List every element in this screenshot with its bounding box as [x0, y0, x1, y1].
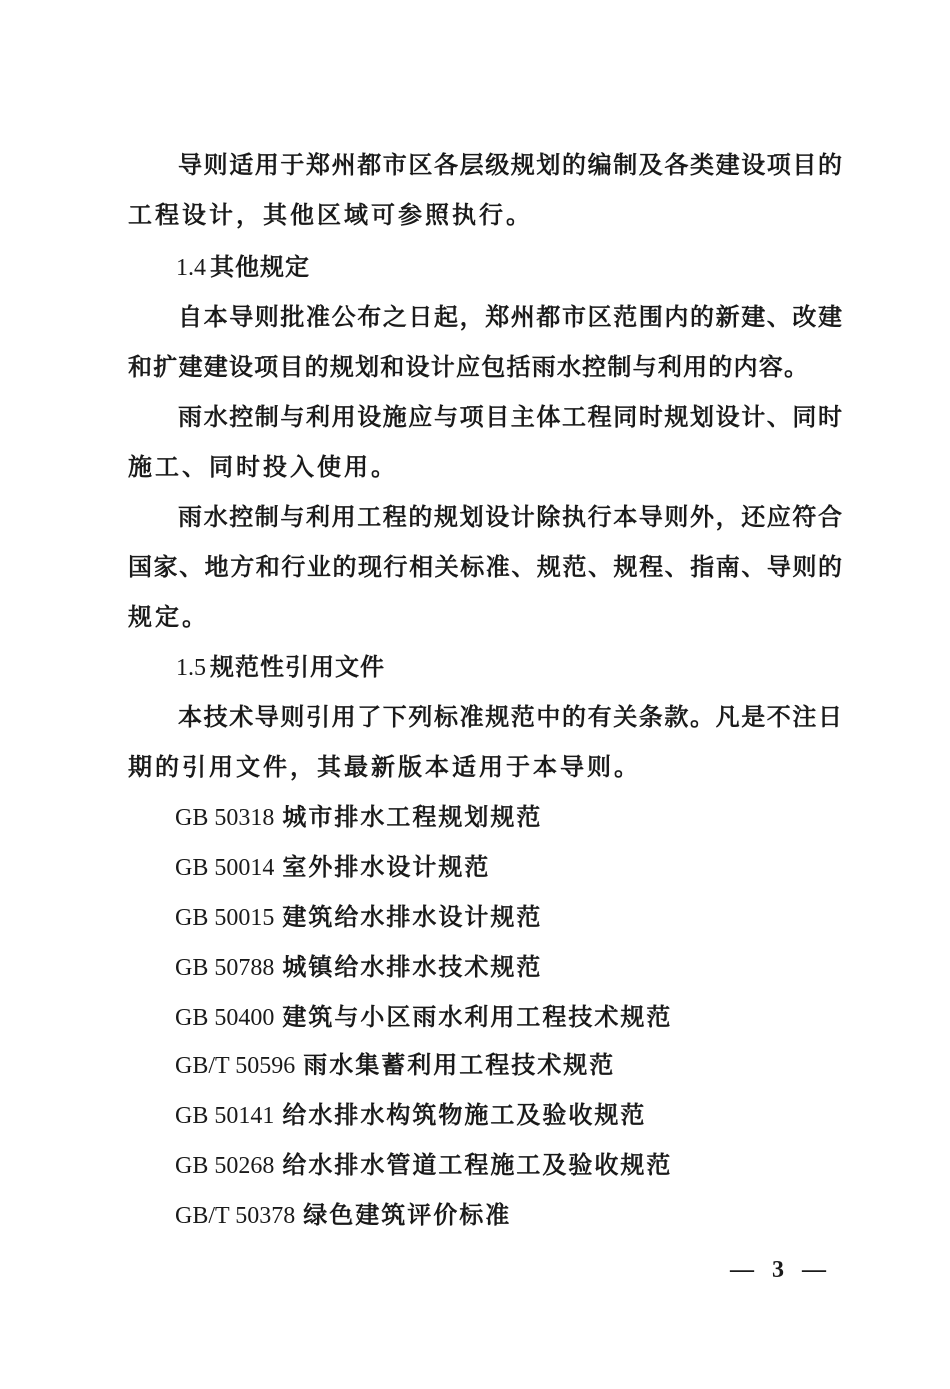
reference-code: GB 50788	[175, 955, 275, 981]
page-number: — 3 —	[730, 1257, 832, 1283]
section-heading-1-4	[176, 252, 310, 283]
reference-name: 给水排水管道工程施工及验收规范	[282, 1150, 673, 1179]
paragraph-line: 规定。	[128, 602, 209, 631]
section-heading-1-5	[176, 652, 385, 683]
paragraph-line: 自本导则批准公布之日起，郑州都市区范围内的新建、改建	[178, 302, 842, 331]
paragraph-line: 国家、地方和行业的现行相关标准、规范、规程、指南、导则的	[128, 552, 842, 581]
reference-code: GB/T 50596	[175, 1053, 296, 1079]
paragraph-line: 导则适用于郑州都市区各层级规划的编制及各类建设项目的	[178, 150, 842, 179]
reference-name: 城市排水工程规划规范	[282, 802, 543, 831]
paragraph-line: 雨水控制与利用工程的规划设计除执行本导则外，还应符合	[178, 502, 842, 531]
reference-item	[175, 852, 490, 883]
reference-code: GB 50014	[175, 855, 275, 881]
section-title: 其他规定	[210, 252, 310, 281]
paragraph-line: 和扩建建设项目的规划和设计应包括雨水控制与利用的内容。	[128, 352, 808, 381]
reference-name: 城镇给水排水技术规范	[282, 952, 543, 981]
reference-code: GB 50015	[175, 905, 275, 931]
reference-code: GB 50141	[175, 1103, 275, 1129]
section-number: 1.5	[176, 655, 206, 681]
reference-item	[175, 1100, 646, 1131]
reference-name: 室外排水设计规范	[282, 852, 491, 881]
reference-item	[175, 1002, 672, 1033]
reference-name: 绿色建筑评价标准	[303, 1200, 512, 1229]
reference-item	[175, 1150, 672, 1181]
reference-code: GB 50268	[175, 1153, 275, 1179]
reference-code: GB/T 50378	[175, 1203, 296, 1229]
reference-item	[175, 952, 542, 983]
reference-item	[175, 902, 542, 933]
reference-item	[175, 1050, 615, 1081]
reference-name: 给水排水构筑物施工及验收规范	[282, 1100, 647, 1129]
section-title: 规范性引用文件	[210, 652, 385, 681]
reference-item	[175, 802, 542, 833]
paragraph-line: 期的引用文件，其最新版本适用于本导则。	[128, 752, 641, 781]
reference-code: GB 50400	[175, 1005, 275, 1031]
paragraph-line: 本技术导则引用了下列标准规范中的有关条款。凡是不注日	[178, 702, 842, 731]
reference-name: 建筑与小区雨水利用工程技术规范	[282, 1002, 673, 1031]
reference-code: GB 50318	[175, 805, 275, 831]
paragraph-line: 雨水控制与利用设施应与项目主体工程同时规划设计、同时	[178, 402, 842, 431]
paragraph-line: 施工、同时投入使用。	[128, 452, 398, 481]
reference-name: 雨水集蓄利用工程技术规范	[303, 1050, 616, 1079]
reference-name: 建筑给水排水设计规范	[282, 902, 543, 931]
paragraph-line: 工程设计，其他区域可参照执行。	[128, 200, 533, 229]
reference-item	[175, 1200, 511, 1231]
section-number: 1.4	[176, 255, 206, 281]
